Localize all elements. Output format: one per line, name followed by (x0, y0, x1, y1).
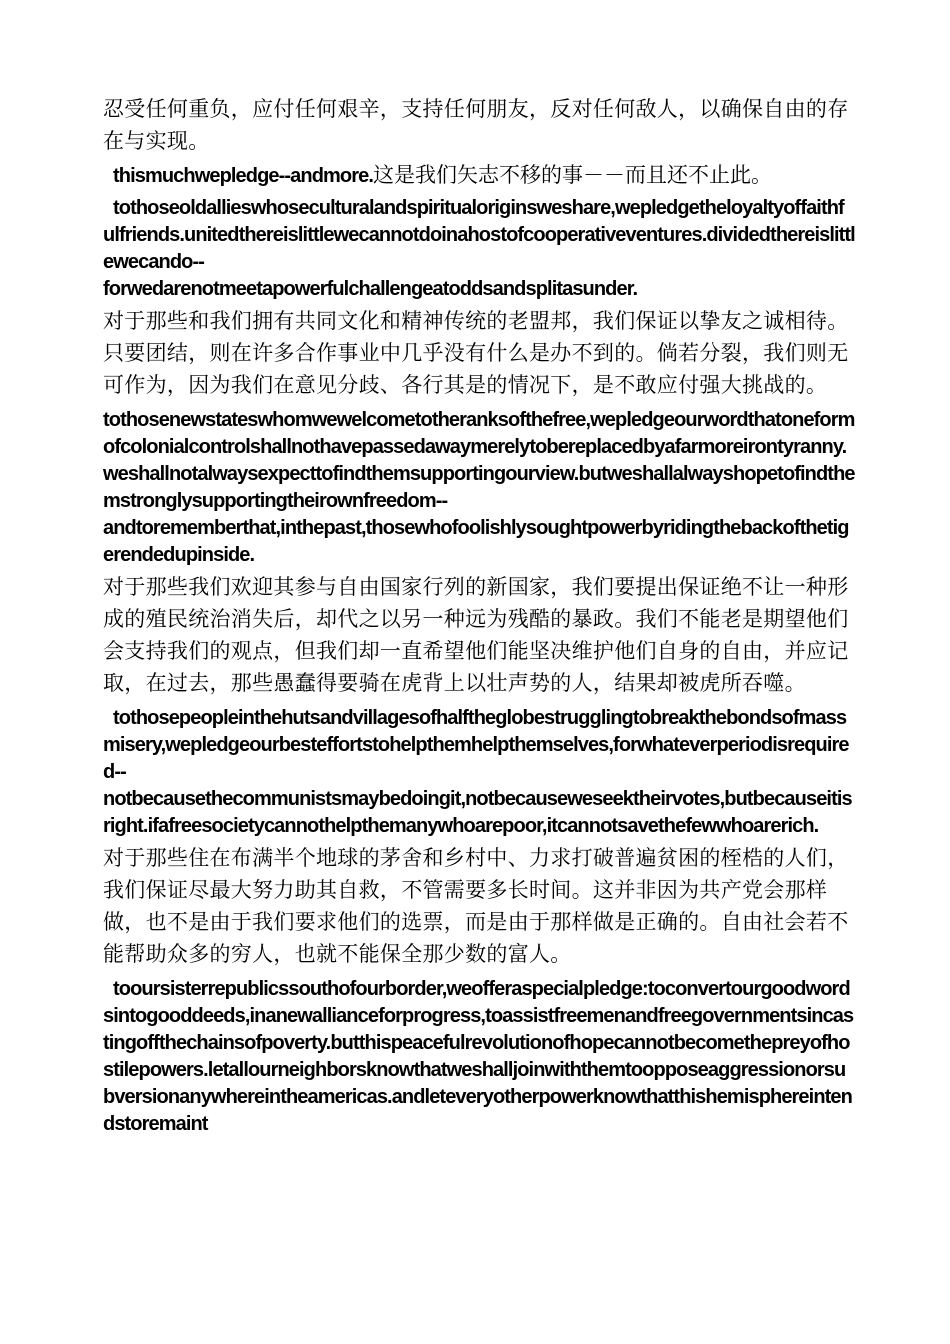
paragraph-en-sister-republics: tooursisterrepublicssouthofourborder,weofferaspecialpledge:toconvertourgoodwordsintogooddeeds,inanewallianceforprogress,toassistfreemenandfreegovernmentsincastingoffthechainsofpoverty.butthispeacefulrevolutionofhopecannotbecomethepreyofhostilepowers.letallourneighborsknowthatweshalljoinwiththemtoopposeaggressionorsubversionanywhereintheamericas.andleteveryotherpowerknowthatthishemisphereintendstoremaint (103, 978, 854, 1135)
paragraph-pledge-line (103, 159, 855, 189)
paragraph-en-old-allies: tothoseoldallieswhoseculturalandspiritualoriginsweshare,wepledgetheloyaltyoffaithfulfriends.unitedthereislittlewecannotdoinahostofcooperativeventures.dividedthereislittlewecando-- (103, 197, 855, 273)
paragraph-en-new-states: tothosenewstateswhomwewelcometotheranksofthefree,wepledgeourwordthatoneformofcolonialcontrolshallnothavepassedawaymerelytobereplacedbyafarmoreirontyranny.weshallnotalwaysexpecttofindthemsupportingourview.butweshallalwayshopetofindthemstronglysupportingtheirownfreedom-- (103, 409, 855, 512)
paragraph-en-huts-villages: tothosepeopleinthehutsandvillagesofhalftheglobestrugglingtobreakthebondsofmassmisery,wepledgeourbesteffortstohelpthemhelpthemselves,forwhateverperiodisrequired-- (103, 707, 849, 783)
paragraph-en-old-allies-cont: forwedarenotmeetapowerfulchallengeatoddsandsplitasunder. (103, 278, 638, 300)
document-page (103, 93, 855, 1138)
paragraph-en-new-states-cont: andtorememberthat,inthepast,thosewhofoolishlysoughtpowerbyridingthebackofthetigerendedupinside. (103, 517, 849, 566)
paragraph-zh-huts-villages: 对于那些住在布满半个地球的茅舍和乡村中、力求打破普遍贫困的桎梏的人们，我们保证尽最大努力助其自救，不管需要多长时间。这并非因为共产党会那样做，也不是由于我们要求他们的选票，而是由于那样做是正确的。自由社会若不能帮助众多的穷人，也就不能保全那少数的富人。 (103, 846, 849, 966)
paragraph-zh-1: 忍受任何重负，应付任何艰辛，支持任何朋友，反对任何敌人，以确保自由的存在与实现。 (103, 97, 849, 153)
paragraph-zh-old-allies: 对于那些和我们拥有共同文化和精神传统的老盟邦，我们保证以挚友之诚相待。只要团结，则在许多合作事业中几乎没有什么是办不到的。倘若分裂，我们则无可作为，因为我们在意见分歧、各行其是的情况下，是不敢应付强大挑战的。 (103, 309, 849, 397)
paragraph-zh-new-states: 对于那些我们欢迎其参与自由国家行列的新国家，我们要提出保证绝不让一种形成的殖民统治消失后，却代之以另一种远为残酷的暴政。我们不能老是期望他们会支持我们的观点，但我们却一直希望他们能坚决维护他们自身的自由，并应记取，在过去，那些愚蠢得要骑在虎背上以壮声势的人，结果却被虎所吞噬。 (103, 575, 849, 695)
paragraph-en-huts-villages-cont: notbecausethecommunistsmaybedoingit,notbecauseweseektheirvotes,butbecauseitisright.ifafreesocietycannothelpthemanywhoarepoor,itcannotsavethefewwhoarerich. (103, 788, 852, 837)
pledge-en-text: thismuchwepledge--andmore. (113, 165, 373, 187)
pledge-zh-text: 这是我们矢志不移的事－－而且还不止此。 (372, 163, 772, 187)
